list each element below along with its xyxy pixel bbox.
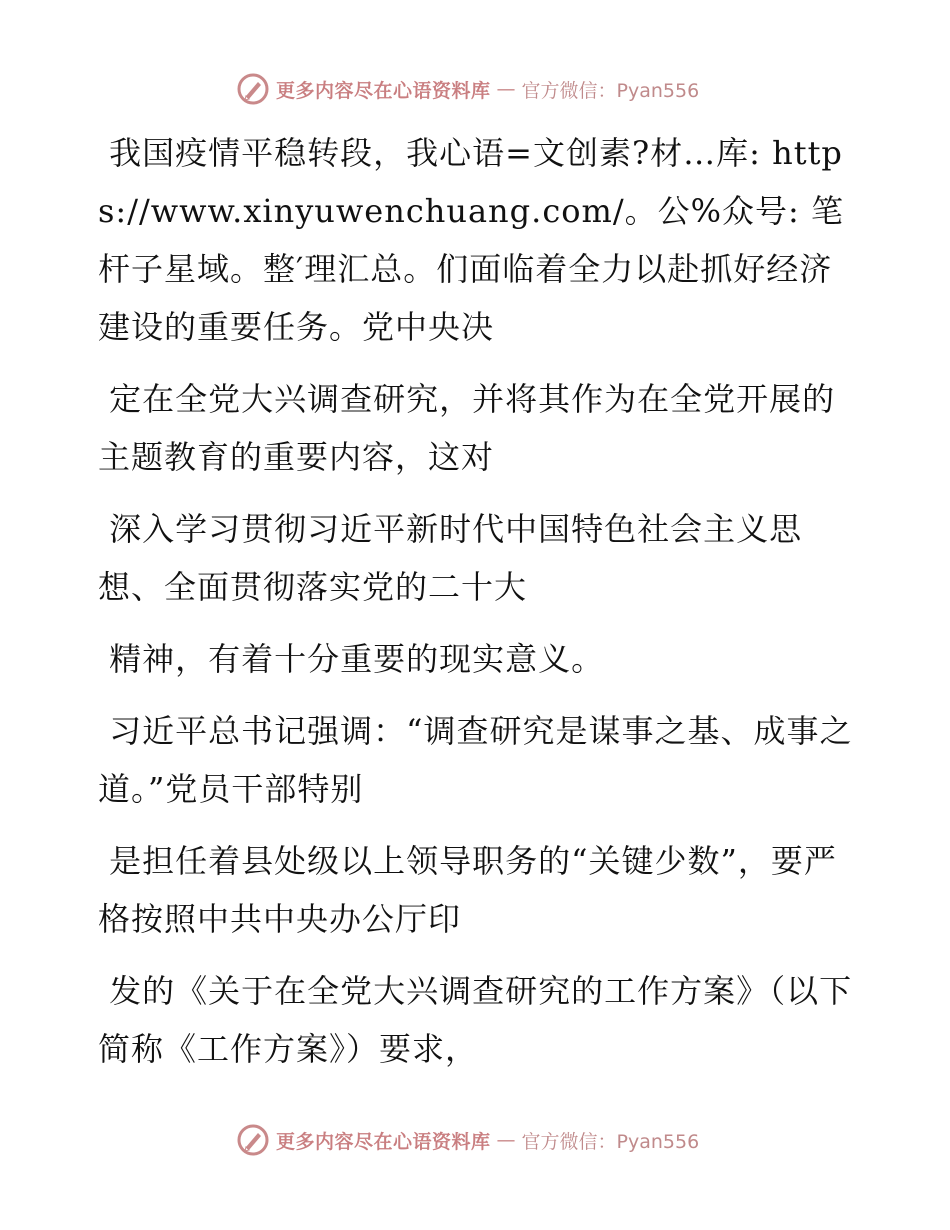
paragraph-1: 我国疫情平稳转段，我心语=文创素?材…库: https://www.xinyuwenchuang.com/。公%众号: 笔杆子星域。整′理汇总。们面临着全力以赴抓好经济建设的重要任务。党中央决 xyxy=(98,134,844,346)
banner-main-text: 更多内容尽在心语资料库 xyxy=(276,79,491,102)
paragraph-2: 定在全党大兴调查研究，并将其作为在全党开展的主题教育的重要内容，这对 xyxy=(98,380,836,476)
banner-separator: — xyxy=(496,1129,516,1151)
header-watermark-banner xyxy=(236,72,699,106)
pen-logo-icon xyxy=(236,72,270,106)
paragraph-5: 习近平总书记强调：“调查研究是谋事之基、成事之道。”党员干部特别 xyxy=(98,712,853,808)
paragraph-7: 发的《关于在全党大兴调查研究的工作方案》（以下简称《工作方案》）要求， xyxy=(98,972,853,1068)
pen-logo-icon xyxy=(236,1123,270,1157)
document-body xyxy=(98,124,858,1092)
paragraph-4: 精神，有着十分重要的现实意义。 xyxy=(98,640,605,678)
banner-wechat-text: 官方微信：Pyan556 xyxy=(521,79,700,102)
paragraph-3: 深入学习贯彻习近平新时代中国特色社会主义思想、全面贯彻落实党的二十大 xyxy=(98,510,803,606)
banner-main-text: 更多内容尽在心语资料库 xyxy=(276,1130,491,1153)
banner-separator: — xyxy=(496,78,516,100)
footer-watermark-banner xyxy=(236,1123,699,1157)
banner-wechat-text: 官方微信：Pyan556 xyxy=(521,1130,700,1153)
paragraph-6: 是担任着县处级以上领导职务的“关键少数”，要严格按照中共中央办公厅印 xyxy=(98,842,837,938)
